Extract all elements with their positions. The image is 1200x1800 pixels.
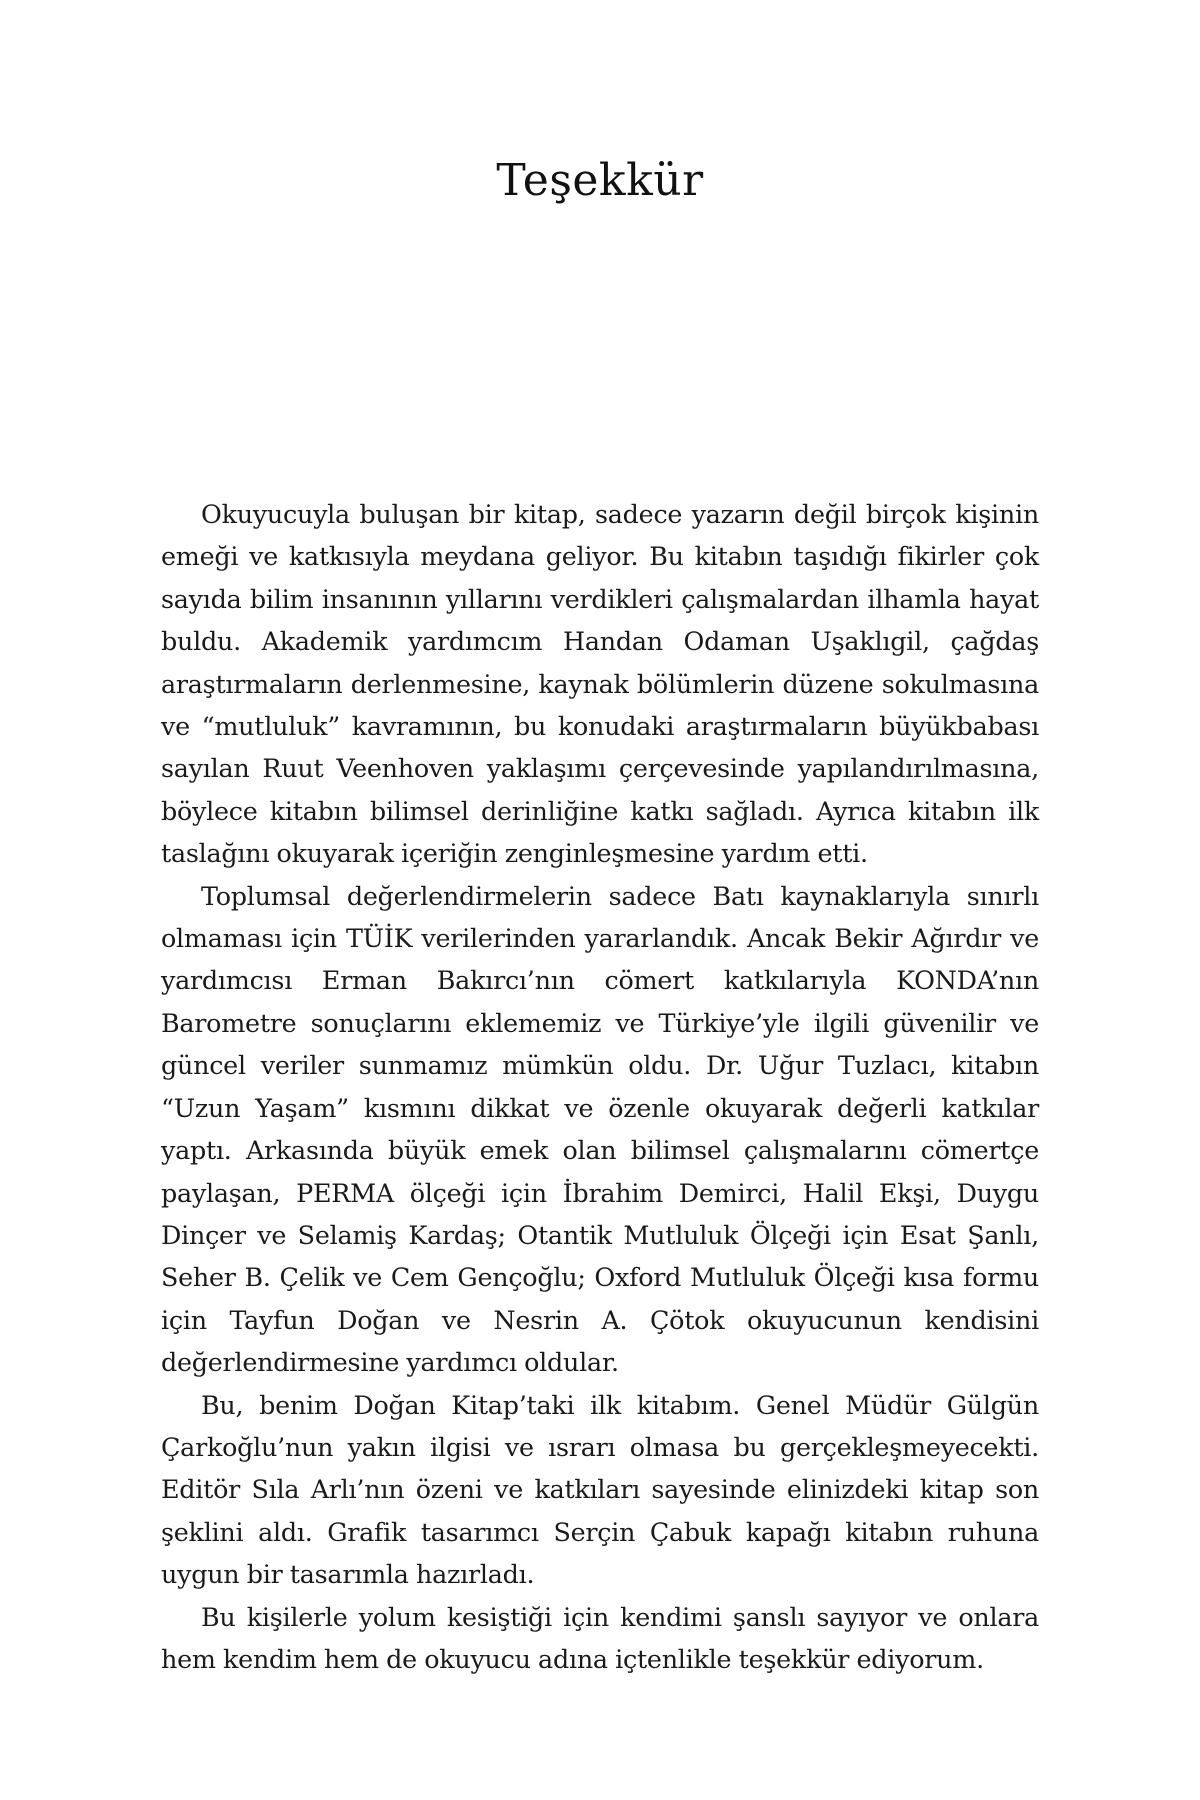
paragraph-4: Bu kişilerle yolum kesiştiği için kendimi şanslı sayıyor ve onlara hem kendim hem de okuyucu adına içtenlikle teşekkür ediyorum. (161, 1601, 1039, 1674)
paragraph-3: Bu, benim Doğan Kitap’taki ilk kitabım. Genel Müdür Gülgün Çarkoğlu’nun yakın ilgisi ve ısrarı olmasa bu gerçekleşmeyecekti. Editör Sıla Arlı’nın özeni ve katkıları sayesinde elinizdeki kitap son şeklini aldı. Grafik tasarımcı Serçin Çabuk kapağı kitabın ruhuna uygun bir tasarımla hazırladı. (161, 1389, 1039, 1590)
paragraph-2: Toplumsal değerlendirmelerin sadece Batı kaynaklarıyla sınırlı olmaması için TÜİK verilerinden yararlandık. Ancak Bekir Ağırdır ve yardımcısı Erman Bakırcı’nın cömert katkılarıyla KONDA’nın Barometre sonuçlarını eklememiz ve Türkiye’yle ilgili güvenilir ve güncel veriler sunmamız mümkün oldu. Dr. Uğur Tuzlacı, kitabın “Uzun Yaşam” kısmını dikkat ve özenle okuyarak değerli katkılar yaptı. Arkasında büyük emek olan bilimsel çalışmalarını cömertçe paylaşan, PERMA ölçeği için İbrahim Demirci, Halil Ekşi, Duygu Dinçer ve Selamiş Kardaş; Otantik Mutluluk Ölçeği için Esat Şanlı, Seher B. Çelik ve Cem Gençoğlu; Oxford Mutluluk Ölçeği kısa formu için Tayfun Doğan ve Nesrin A. Çötok okuyucunun kendisini değerlendirmesine yardımcı oldular. (161, 880, 1039, 1378)
page-title: Teşekkür (496, 155, 704, 206)
paragraph-1: Okuyucuyla buluşan bir kitap, sadece yazarın değil birçok kişinin emeği ve katkısıyla meydana geliyor. Bu kitabın taşıdığı fikirler çok sayıda bilim insanının yıllarını verdikleri çalışmalardan ilhamla hayat buldu. Akademik yardımcım Handan Odaman Uşaklıgil, çağdaş araştırmaların derlenmesine, kaynak bölümlerin düzene sokulmasına ve “mutluluk” kavramının, bu konudaki araştırmaların büyükbabası sayılan Ruut Veenhoven yaklaşımı çerçevesinde yapılandırılmasına, böylece kitabın bilimsel derinliğine katkı sağladı. Ayrıca kitabın ilk taslağını okuyarak içeriğin zenginleşmesine yardım etti. (161, 499, 1039, 869)
acknowledgements-body (161, 493, 1039, 1680)
